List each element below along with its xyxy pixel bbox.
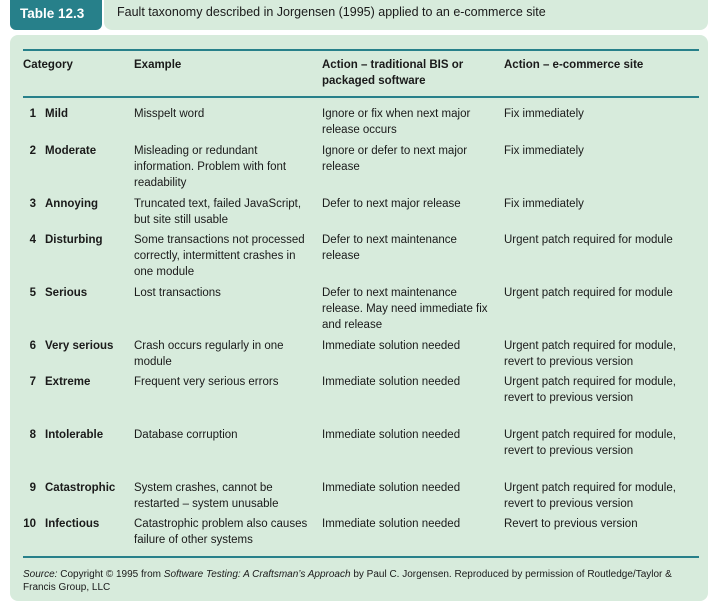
row-action-ecommerce: Urgent patch required for module, revert to previous version xyxy=(504,376,676,404)
source-note xyxy=(23,568,683,594)
row-action-ecommerce: Urgent patch required for module, revert to previous version xyxy=(504,482,676,510)
row-action-traditional: Defer to next major release xyxy=(322,198,461,210)
header-rule xyxy=(23,96,699,98)
row-example: Truncated text, failed JavaScript, but site still usable xyxy=(134,198,302,226)
row-action-ecommerce: Urgent patch required for module xyxy=(504,287,673,299)
row-action-ecommerce: Urgent patch required for module, revert to previous version xyxy=(504,340,676,368)
row-action-ecommerce: Urgent patch required for module xyxy=(504,234,673,246)
header-action-ecommerce: Action – e-commerce site xyxy=(504,59,644,71)
row-number: 6 xyxy=(29,340,36,352)
row-number: 10 xyxy=(23,518,36,530)
row-example: Frequent very serious errors xyxy=(134,376,279,388)
row-action-traditional: Immediate solution needed xyxy=(322,376,461,388)
row-category: Infectious xyxy=(45,518,100,530)
row-action-traditional: Immediate solution needed xyxy=(322,518,461,530)
row-action-ecommerce: Revert to previous version xyxy=(504,518,638,530)
source-text-2: by Paul C. Jorgensen. Reproduced by permission of Routledge/Taylor & Francis Group, LLC xyxy=(23,569,672,593)
top-rule xyxy=(23,49,699,51)
row-action-ecommerce: Urgent patch required for module, revert to previous version xyxy=(504,429,676,457)
row-category: Intolerable xyxy=(45,429,104,441)
row-category: Mild xyxy=(45,108,68,120)
row-example: Catastrophic problem also causes failure of other systems xyxy=(134,518,308,546)
row-example: Some transactions not processed correctly, intermittent crashes in one module xyxy=(134,234,305,278)
bottom-rule xyxy=(23,556,699,558)
row-action-traditional: Defer to next maintenance release. May need immediate fix and release xyxy=(322,287,488,331)
source-book-title: Software Testing: A Craftsman’s Approach xyxy=(163,569,351,580)
row-number: 9 xyxy=(29,482,36,494)
row-action-ecommerce: Fix immediately xyxy=(504,108,584,120)
row-action-ecommerce: Fix immediately xyxy=(504,198,584,210)
row-category: Annoying xyxy=(45,198,99,210)
row-example: Lost transactions xyxy=(134,287,221,299)
table-number-label: Table 12.3 xyxy=(10,0,102,30)
row-category: Moderate xyxy=(45,145,97,157)
row-number: 7 xyxy=(29,376,36,388)
row-action-traditional: Immediate solution needed xyxy=(322,429,461,441)
row-number: 4 xyxy=(29,234,36,246)
row-category: Serious xyxy=(45,287,88,299)
header-category: Category xyxy=(23,59,73,71)
source-text-1: Copyright © 1995 from xyxy=(57,569,164,580)
table-panel xyxy=(10,35,708,601)
source-label: Source: xyxy=(23,569,58,580)
table-caption: Fault taxonomy described in Jorgensen (1995) applied to an e-commerce site xyxy=(104,0,708,30)
row-category: Disturbing xyxy=(45,234,103,246)
row-number: 2 xyxy=(29,145,36,157)
row-number: 5 xyxy=(29,287,36,299)
row-example: Misspelt word xyxy=(134,108,205,120)
row-example: Database corruption xyxy=(134,429,238,441)
row-action-traditional: Ignore or fix when next major release occurs xyxy=(322,108,471,136)
row-example: System crashes, cannot be restarted – system unusable xyxy=(134,482,279,510)
row-example: Misleading or redundant information. Problem with font readability xyxy=(134,145,287,189)
row-number: 3 xyxy=(29,198,36,210)
row-category: Very serious xyxy=(45,340,114,352)
row-category: Catastrophic xyxy=(45,482,116,494)
row-number: 8 xyxy=(29,429,36,441)
row-number: 1 xyxy=(29,108,36,120)
row-action-traditional: Ignore or defer to next major release xyxy=(322,145,468,173)
row-action-traditional: Defer to next maintenance release xyxy=(322,234,457,262)
row-action-traditional: Immediate solution needed xyxy=(322,340,461,352)
row-example: Crash occurs regularly in one module xyxy=(134,340,284,368)
header-action-traditional: Action – traditional BIS or packaged software xyxy=(322,59,464,87)
row-action-ecommerce: Fix immediately xyxy=(504,145,584,157)
row-action-traditional: Immediate solution needed xyxy=(322,482,461,494)
row-category: Extreme xyxy=(45,376,91,388)
header-example: Example xyxy=(134,59,182,71)
